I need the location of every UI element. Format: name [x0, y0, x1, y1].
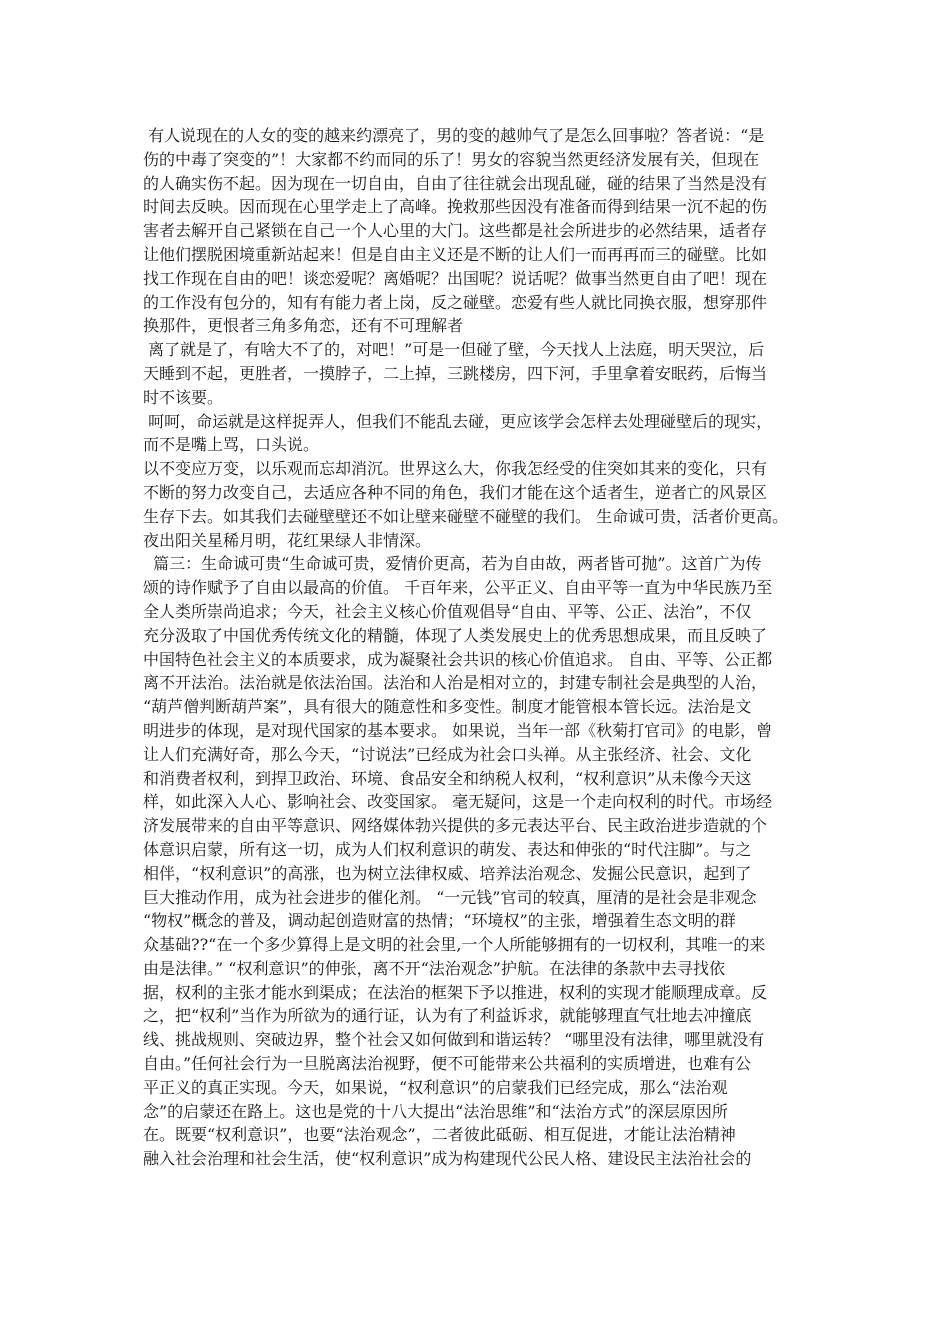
text-line: 由是法律。” “权利意识”的伸张，离不开“法治观念”护航。在法律的条款中去寻找依	[143, 958, 725, 978]
text-line: 离了就是了，有啥大不了的，对吧！”可是一但碰了壁，今天找人上法庭，明天哭泣，后	[143, 340, 765, 360]
text-line: 不断的努力改变自己，去适应各种不同的角色，我们才能在这个适者生，逆者亡的风景区	[143, 482, 768, 502]
text-line: 融入社会治理和社会生活，使“权利意识”成为构建现代公民人格、建设民主法治社会的	[143, 1149, 752, 1169]
text-line: 济发展带来的自由平等意识、网络媒体勃兴提供的多元表达平台、民主政治进步造就的个	[143, 816, 768, 836]
paragraph	[143, 457, 833, 552]
text-line: 平正义的真正实现。今天，如果说，“权利意识”的启蒙我们已经完成，那么“法治观	[143, 1077, 728, 1097]
text-line: 离不开法治。法治就是依法治国。法治和人治是相对立的，封建专制社会是典型的人治，	[143, 673, 768, 693]
text-line: 呵呵，命运就是这样捉弄人，但我们不能乱去碰，更应该学会怎样去处理碰壁后的现实，	[143, 411, 773, 431]
paragraph	[143, 410, 833, 458]
text-line: 体意识启蒙，所有这一切，成为人们权利意识的萌发、表达和伸张的“时代注脚”。与之	[143, 839, 752, 859]
text-line: 相伴，“权利意识”的高涨，也为树立法律权威、培养法治观念、发掘公民意识，起到了	[143, 863, 752, 883]
text-line: 在。既要“权利意识”，也要“法治观念”，二者彼此砥砺、相互促进，才能让法治精神	[143, 1125, 736, 1145]
text-line: 样，如此深入人心、影响社会、改变国家。 毫无疑问，这是一个走向权利的时代。市场经	[143, 792, 773, 812]
text-line: 以不变应万变，以乐观而忘却消沉。世界这么大，你我怎经受的住突如其来的变化，只有	[143, 459, 768, 479]
text-line: 天睡到不起，更胜者，一摸脖子，二上掉，三跳楼房，四下河，手里拿着安眠药，后悔当	[143, 363, 768, 383]
text-line: 线、挑战规则、突破边界，整个社会又如何做到和谐运转？ “哪里没有法律，哪里就没有	[143, 1030, 765, 1050]
document-body	[143, 124, 833, 1171]
text-line: 众基础??“在一个多少算得上是文明的社会里,一个人所能够拥有的一切权利，其唯一的来	[143, 935, 766, 955]
text-line: 换那件，更恨者三角多角恋，还有不可理解者	[143, 316, 464, 336]
text-line: 篇三：生命诚可贵“生命诚可贵，爱情价更高，若为自由故，两者皆可抛”。这首广为传	[143, 554, 762, 574]
text-line: 之，把“权利”当作为所欲为的通行证，认为有了利益诉求，就能够理直气壮地去冲撞底	[143, 1006, 752, 1026]
text-line: 和消费者权利，到捍卫政治、环境、食品安全和纳税人权利，“权利意识”从未像今天这	[143, 768, 752, 788]
text-line: 充分汲取了中国优秀传统文化的精髓，体现了人类发展史上的优秀思想成果，而且反映了	[143, 625, 768, 645]
text-line: 夜出阳关星稀月明，花红果绿人非情深。	[143, 530, 432, 550]
text-line: 全人类所崇尚追求；今天，社会主义核心价值观倡导“自由、平等、公正、法治”，不仅	[143, 601, 752, 621]
text-line: 的人确实伤不起。因为现在一切自由，自由了往往就会出现乱碰，碰的结果了当然是没有	[143, 173, 768, 193]
text-line: 颂的诗作赋予了自由以最高的价值。 千百年来，公平正义、自由平等一直为中华民族乃至	[143, 578, 773, 598]
text-line: 伤的中毒了突变的”！大家都不约而同的乐了！男女的容貌当然更经济发展有关，但现在	[143, 149, 760, 169]
text-line: 有人说现在的人女的变的越来约漂亮了，男的变的越帅气了是怎么回事啦？答者说：“是	[143, 126, 765, 145]
text-line: 自由。”任何社会行为一旦脱离法治视野，便不可能带来公共福利的实质增进，也难有公	[143, 1054, 752, 1074]
text-line: 时间去反映。因而现在心里学走上了高峰。挽救那些因没有准备而得到结果一沉不起的伤	[143, 197, 768, 217]
text-line: 时不该要。	[143, 387, 224, 407]
text-line: 的工作没有包分的，知有有能力者上岗，反之碰壁。恋爱有些人就比同换衣服，想穿那件	[143, 292, 768, 312]
text-line: 害者去解开自己紧锁在自己一个人心里的大门。这些都是社会所进步的必然结果，适者存	[143, 221, 768, 241]
text-line: 生存下去。如其我们去碰壁壁还不如让壁来碰壁不碰壁的我们。 生命诚可贵，活者价更高。	[143, 506, 789, 526]
paragraph	[143, 338, 833, 409]
text-line: 让人们充满好奇，那么今天，“讨说法”已经成为社会口头禅。从主张经济、社会、文化	[143, 744, 752, 764]
text-line: 念”的启蒙还在路上。这也是党的十八大提出“法治思维”和“法治方式”的深层原因所	[143, 1101, 728, 1121]
text-line: 巨大推动作用，成为社会进步的催化剂。 “一元钱”官司的较真，厘清的是社会是非观念	[143, 887, 757, 907]
text-line: 找工作现在自由的吧！谈恋爱呢？离婚呢？出国呢？说话呢？做事当然更自由了吧！现在	[143, 268, 768, 288]
text-line: 让他们摆脱困境重新站起来！但是自由主义还是不断的让人们一而再再而三的碰壁。比如	[143, 244, 768, 264]
text-line: 明进步的体现，是对现代国家的基本要求。 如果说，当年一部《秋菊打官司》的电影，曾	[143, 720, 773, 740]
text-line: 而不是嘴上骂，口头说。	[143, 435, 320, 455]
text-line: “葫芦僧判断葫芦案”，具有很大的随意性和多变性。制度才能管根本管长远。法治是文	[143, 697, 752, 717]
text-line: 据，权利的主张才能水到渠成；在法治的框架下予以推进，权利的实现才能顺理成章。反	[143, 982, 768, 1002]
text-line: “物权”概念的普及，调动起创造财富的热情；“环境权”的主张，增强着生态文明的群	[143, 911, 736, 931]
text-line: 中国特色社会主义的本质要求，成为凝聚社会共识的核心价值追求。 自由、平等、公正都	[143, 649, 773, 669]
paragraph	[143, 552, 833, 1171]
paragraph	[143, 124, 833, 338]
